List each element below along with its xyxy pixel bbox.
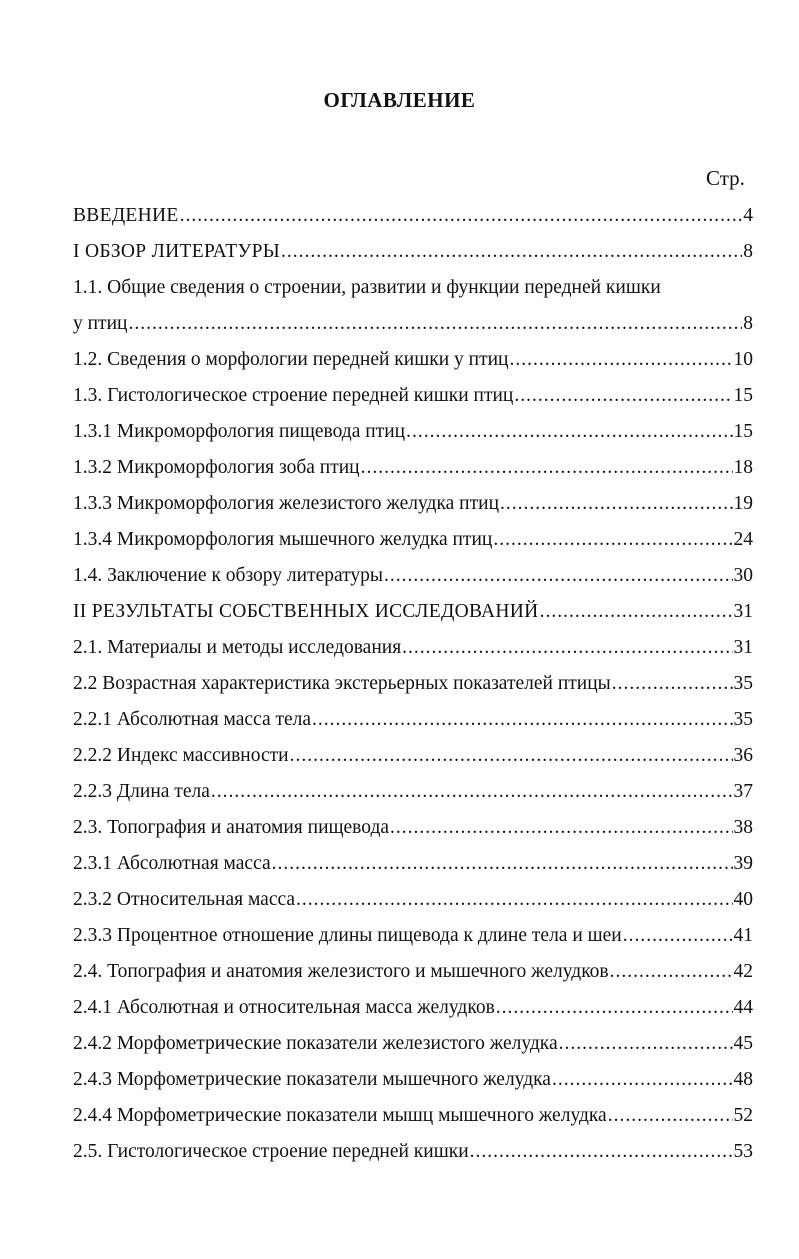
toc-entry-page: 15 — [733, 421, 753, 442]
toc-entry — [73, 306, 753, 342]
toc-entry-label: 2.2.1 Абсолютная масса тела — [73, 709, 312, 730]
toc-entry-label: 2.2 Возрастная характеристика экстерьерных показателей птицы — [73, 673, 611, 694]
toc-entry-label: II РЕЗУЛЬТАТЫ СОБСТВЕННЫХ ИССЛЕДОВАНИЙ — [73, 601, 539, 622]
toc-entry-label: 2.5. Гистологическое строение передней кишки — [73, 1141, 469, 1162]
toc-entry-page: 35 — [733, 673, 753, 694]
toc-entry — [73, 810, 753, 846]
toc-entry — [73, 1026, 753, 1062]
toc-leader-dots — [402, 630, 732, 666]
toc-entry-label: 2.4.3 Морфометрические показатели мышечного желудка — [73, 1069, 551, 1090]
toc-entry-page: 36 — [733, 745, 753, 766]
toc-entry — [73, 558, 753, 594]
toc-entry-page: 41 — [733, 925, 753, 946]
toc-leader-dots — [514, 378, 732, 414]
toc-leader-dots — [312, 702, 732, 738]
toc-entry-label: 1.3.1 Микроморфология пищевода птиц — [73, 421, 406, 442]
toc-entry-label: 2.2.2 Индекс массивности — [73, 745, 289, 766]
toc-entry-page: 15 — [733, 385, 753, 406]
toc-leader-dots — [509, 342, 732, 378]
toc-entry-page: 35 — [733, 709, 753, 730]
toc-entry — [73, 774, 753, 810]
toc-entry-label: 2.3.1 Абсолютная масса — [73, 853, 271, 874]
toc-leader-dots — [384, 558, 732, 594]
toc-entry-page: 24 — [733, 529, 753, 550]
toc-entry-page: 8 — [743, 313, 753, 334]
toc-entry-page: 19 — [733, 493, 753, 514]
toc-entry-label: 2.3.3 Процентное отношение длины пищевода к длине тела и шеи — [73, 925, 622, 946]
toc-entry — [73, 990, 753, 1026]
toc-leader-dots — [552, 1062, 733, 1098]
toc-entry — [73, 594, 753, 630]
toc-entry — [73, 738, 753, 774]
toc-entry — [73, 666, 753, 702]
toc-entry-page: 18 — [733, 457, 753, 478]
toc-entry-label: у птиц — [73, 313, 128, 334]
toc-leader-dots — [128, 306, 742, 342]
toc-leader-dots — [623, 918, 733, 954]
toc-leader-dots — [610, 954, 733, 990]
toc-entry-page: 42 — [733, 961, 753, 982]
toc-entry-label: 2.3. Топография и анатомия пищевода — [73, 817, 390, 838]
toc-leader-dots — [281, 234, 742, 270]
toc-entry-page: 30 — [733, 565, 753, 586]
toc-entry-label: 1.3.4 Микроморфология мышечного желудка птиц — [73, 529, 493, 550]
toc-leader-dots — [493, 522, 732, 558]
toc-leader-dots — [470, 1134, 733, 1170]
toc-entry — [73, 450, 753, 486]
toc-leader-dots — [290, 738, 733, 774]
toc-entry-page: 39 — [733, 853, 753, 874]
toc-entry-page: 38 — [733, 817, 753, 838]
toc-entry-page: 40 — [733, 889, 753, 910]
toc-entry-page: 4 — [743, 205, 753, 226]
toc-entry-page: 31 — [733, 637, 753, 658]
toc-entry-label: 2.2.3 Длина тела — [73, 781, 210, 802]
table-of-contents — [73, 198, 753, 1170]
toc-entry-page: 48 — [733, 1069, 753, 1090]
toc-entry-page: 52 — [733, 1105, 753, 1126]
toc-entry-page: 53 — [733, 1141, 753, 1162]
toc-entry — [73, 954, 753, 990]
toc-entry-page: 37 — [733, 781, 753, 802]
toc-entry — [73, 342, 753, 378]
toc-leader-dots — [211, 774, 733, 810]
toc-leader-dots — [500, 486, 732, 522]
toc-entry — [73, 378, 753, 414]
toc-entry-label: 2.4.2 Морфометрические показатели железистого желудка — [73, 1033, 558, 1054]
toc-entry — [73, 846, 753, 882]
toc-entry — [73, 702, 753, 738]
toc-leader-dots — [608, 1098, 733, 1134]
toc-leader-dots — [272, 846, 733, 882]
toc-entry-label: 1.3. Гистологическое строение передней кишки птиц — [73, 385, 514, 406]
toc-entry-label: 2.4.1 Абсолютная и относительная масса желудков — [73, 997, 495, 1018]
toc-leader-dots — [540, 594, 733, 630]
toc-entry-label: 1.4. Заключение к обзору литературы — [73, 565, 384, 586]
page-column-label: Стр. — [706, 166, 745, 190]
toc-leader-dots — [406, 414, 732, 450]
toc-entry-label: 2.4. Топография и анатомия железистого и мышечного желудков — [73, 961, 609, 982]
toc-entry — [73, 1098, 753, 1134]
toc-entry-page: 44 — [733, 997, 753, 1018]
toc-entry — [73, 630, 753, 666]
toc-entry — [73, 918, 753, 954]
toc-leader-dots — [390, 810, 732, 846]
toc-leader-dots — [180, 198, 743, 234]
toc-entry-label: ВВЕДЕНИЕ — [73, 205, 179, 226]
toc-entry — [73, 198, 753, 234]
toc-entry — [73, 414, 753, 450]
toc-entry — [73, 882, 753, 918]
page-title: ОГЛАВЛЕНИЕ — [323, 88, 476, 112]
toc-entry-label: 1.1. Общие сведения о строении, развитии и функции передней кишки — [73, 277, 661, 298]
toc-entry-label: I ОБЗОР ЛИТЕРАТУРЫ — [73, 241, 281, 262]
toc-entry — [73, 270, 753, 306]
toc-entry — [73, 522, 753, 558]
toc-leader-dots — [559, 1026, 733, 1062]
toc-entry-label: 1.2. Сведения о морфологии передней кишки у птиц — [73, 349, 509, 370]
toc-entry-label: 2.4.4 Морфометрические показатели мышц мышечного желудка — [73, 1105, 607, 1126]
toc-leader-dots — [296, 882, 732, 918]
toc-leader-dots — [361, 450, 733, 486]
toc-entry-page: 31 — [733, 601, 753, 622]
toc-leader-dots — [496, 990, 733, 1026]
toc-entry-label: 1.3.2 Микроморфология зоба птиц — [73, 457, 360, 478]
toc-entry — [73, 234, 753, 270]
toc-entry-label: 1.3.3 Микроморфология железистого желудка птиц — [73, 493, 500, 514]
toc-entry-label: 2.1. Материалы и методы исследования — [73, 637, 402, 658]
toc-entry — [73, 1062, 753, 1098]
toc-leader-dots — [612, 666, 733, 702]
toc-entry-label: 2.3.2 Относительная масса — [73, 889, 296, 910]
toc-entry-page: 8 — [743, 241, 753, 262]
toc-entry — [73, 1134, 753, 1170]
toc-entry-page: 45 — [733, 1033, 753, 1054]
toc-entry-page: 10 — [733, 349, 753, 370]
toc-entry — [73, 486, 753, 522]
